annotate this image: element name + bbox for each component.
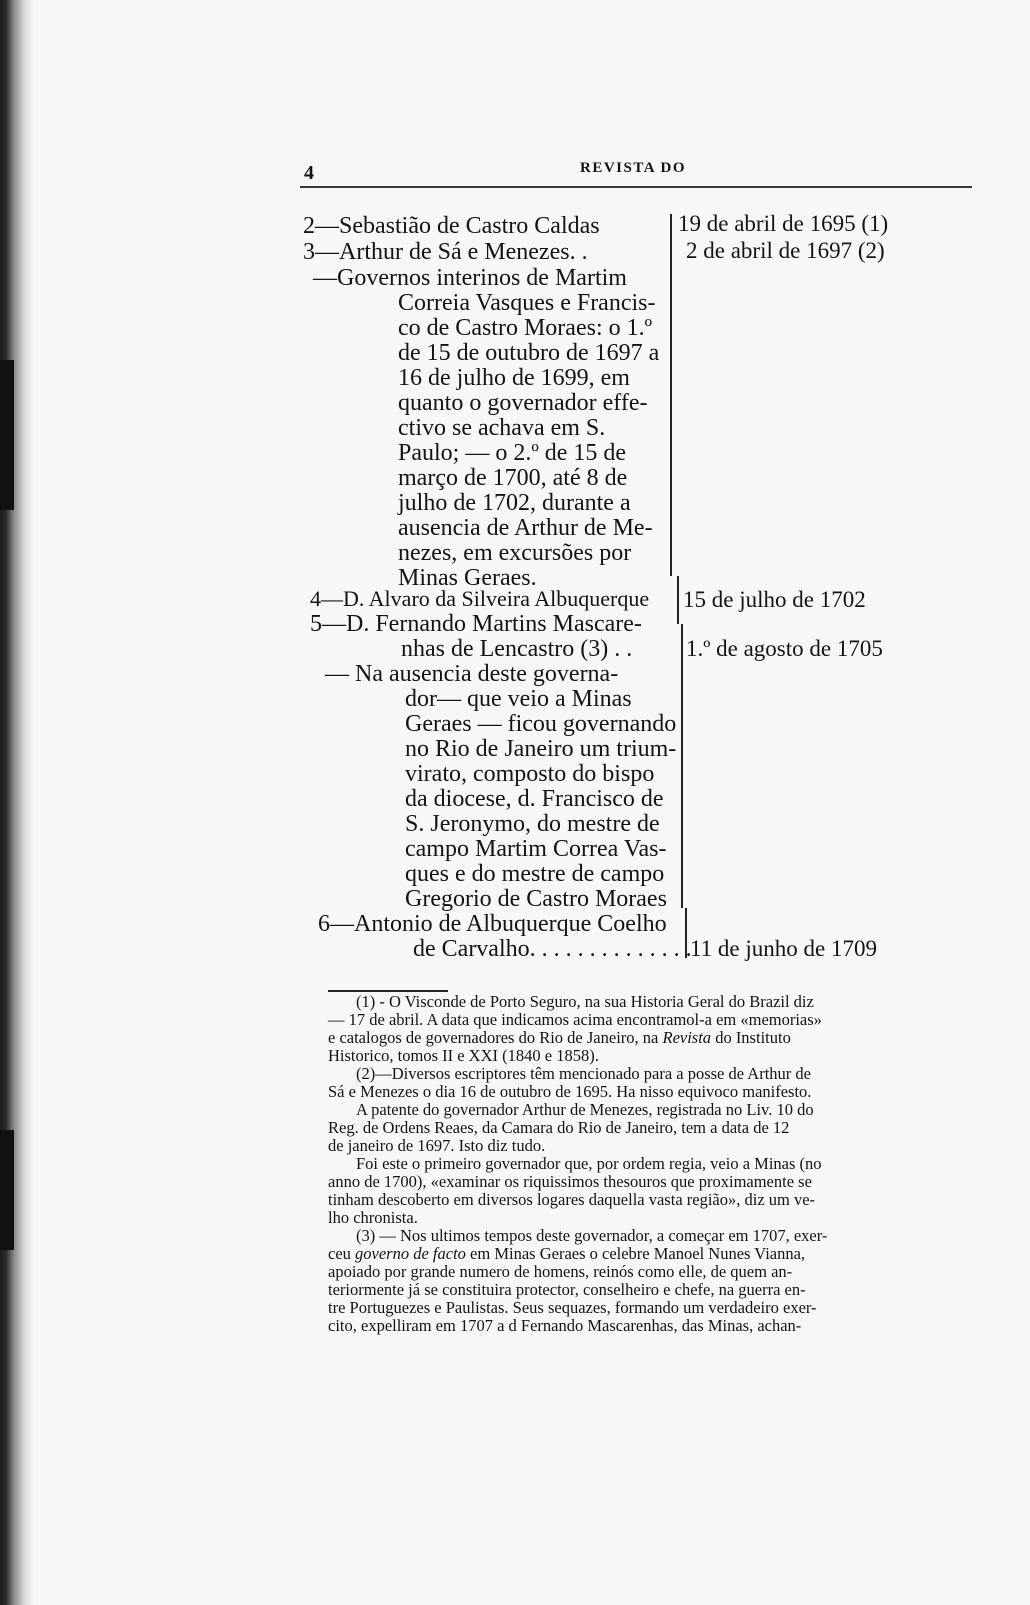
governor-entry-2: 2—Sebastião de Castro Caldas <box>303 213 600 239</box>
triumvirate-note-line: dor— que veio a Minas <box>405 686 632 712</box>
governor-entry-5: 5—D. Fernando Martins Mascare- <box>310 611 642 637</box>
date-entry-5: 1.º de agosto de 1705 <box>686 636 883 661</box>
footnote-1-line: Historico, tomos II e XXI (1840 e 1858). <box>328 1046 599 1065</box>
column-divider <box>677 576 679 624</box>
footnote-3-line: tre Portuguezes e Paulistas. Seus sequazes, formando um verdadeiro exer- <box>328 1298 817 1317</box>
footnote-3-line: apoiado por grande numero de homens, reinós como elle, de quem an- <box>328 1262 793 1281</box>
page-binding-shadow <box>0 0 34 1605</box>
footnote-2-line: Foi este o primeiro governador que, por ordem regia, veio a Minas (no <box>356 1154 822 1173</box>
governor-entry-4: 4—D. Alvaro da Silveira Albuquerque <box>310 586 650 611</box>
interim-note-line: nezes, em excursões por <box>398 540 632 566</box>
triumvirate-note-line: S. Jeronymo, do mestre de <box>405 811 660 837</box>
triumvirate-note-line: virato, composto do bispo <box>405 761 655 787</box>
triumvirate-note-line: Geraes — ficou governando <box>405 711 677 737</box>
triumvirate-note-line: ques e do mestre de campo <box>405 861 665 887</box>
footnote-1-line: (1) - O Visconde de Porto Seguro, na sua Historia Geral do Brazil diz <box>356 992 814 1011</box>
interim-note-line: ctivo se achava em S. <box>398 415 606 441</box>
header-rule <box>300 186 972 188</box>
triumvirate-note-line: da diocese, d. Francisco de <box>405 786 664 812</box>
footnote-2-line: A patente do governador Arthur de Menezes, registrada no Liv. 10 do <box>356 1100 814 1119</box>
interim-note-line: Paulo; — o 2.º de 15 de <box>398 440 627 466</box>
interim-note-line: Correia Vasques e Francis- <box>398 290 656 316</box>
footnote-2-line: Sá e Menezes o dia 16 de outubro de 1695. Ha nisso equivoco manifesto. <box>328 1082 812 1101</box>
interim-note-line: 16 de julho de 1699, em <box>398 365 630 391</box>
footnote-2-line: de janeiro de 1697. Isto diz tudo. <box>328 1136 546 1155</box>
date-entry-6: 11 de junho de 1709 <box>690 936 877 961</box>
governor-entry-6: 6—Antonio de Albuquerque Coelho <box>318 911 667 937</box>
footnote-3-line: cito, expelliram em 1707 a d Fernando Mascarenhas, das Minas, achan- <box>328 1316 802 1335</box>
footnote-1-line: e catalogos de governadores do Rio de Janeiro, na Revista do Instituto <box>328 1028 791 1047</box>
interim-note-line: julho de 1702, durante a <box>398 490 631 516</box>
triumvirate-note-line: campo Martim Correa Vas- <box>405 836 667 862</box>
footnote-1-line: — 17 de abril. A data que indicamos acima encontramol-a em «memorias» <box>328 1010 822 1029</box>
binding-mark <box>0 360 14 510</box>
interim-note-line: de 15 de outubro de 1697 a <box>398 340 660 366</box>
interim-note-line: Minas Geraes. <box>398 565 537 591</box>
footnote-3-line: ceu governo de facto em Minas Geraes o celebre Manoel Nunes Vianna, <box>328 1244 806 1263</box>
footnote-3-line: (3) — Nos ultimos tempos deste governador, a começar em 1707, exer- <box>356 1226 828 1245</box>
page-number: 4 <box>304 162 314 184</box>
interim-note-line: —Governos interinos de Martim <box>313 265 627 291</box>
interim-note-line: ausencia de Arthur de Me- <box>398 515 653 541</box>
governor-entry-6-cont: de Carvalho. . . . . . . . . . . . . . <box>413 936 692 962</box>
column-divider <box>670 214 672 576</box>
running-title: REVISTA DO <box>580 160 686 176</box>
column-divider <box>681 624 683 908</box>
governor-entry-5-cont: nhas de Lencastro (3) . . <box>401 636 633 662</box>
date-entry-4: 15 de julho de 1702 <box>683 587 866 612</box>
footnote-2-line: tinham descoberto em diversos logares daquella vasta região», diz um ve- <box>328 1190 816 1209</box>
footnote-2-line: anno de 1700), «examinar os riquissimos thesouros que proximamente se <box>328 1172 812 1191</box>
date-entry-2: 19 de abril de 1695 (1) <box>678 211 889 236</box>
interim-note-line: março de 1700, até 8 de <box>398 465 628 491</box>
triumvirate-note-line: no Rio de Janeiro um trium- <box>405 736 677 762</box>
triumvirate-note-line: — Na ausencia deste governa- <box>325 661 619 687</box>
triumvirate-note-line: Gregorio de Castro Moraes <box>405 886 667 912</box>
footnote-3-line: teriormente já se constituira protector, conselheiro e chefe, na guerra en- <box>328 1280 806 1299</box>
footnote-2-line: Reg. de Ordens Reaes, da Camara do Rio de Janeiro, tem a data de 12 <box>328 1118 790 1137</box>
date-entry-3: 2 de abril de 1697 (2) <box>686 238 885 263</box>
footnote-2-line: (2)—Diversos escriptores têm mencionado para a posse de Arthur de <box>356 1064 811 1083</box>
interim-note-line: co de Castro Moraes: o 1.º <box>398 315 653 341</box>
footnote-2-line: lho chronista. <box>328 1208 418 1227</box>
binding-mark <box>0 1130 14 1250</box>
interim-note-line: quanto o governador effe- <box>398 390 648 416</box>
governor-entry-3: 3—Arthur de Sá e Menezes. . <box>303 239 588 265</box>
